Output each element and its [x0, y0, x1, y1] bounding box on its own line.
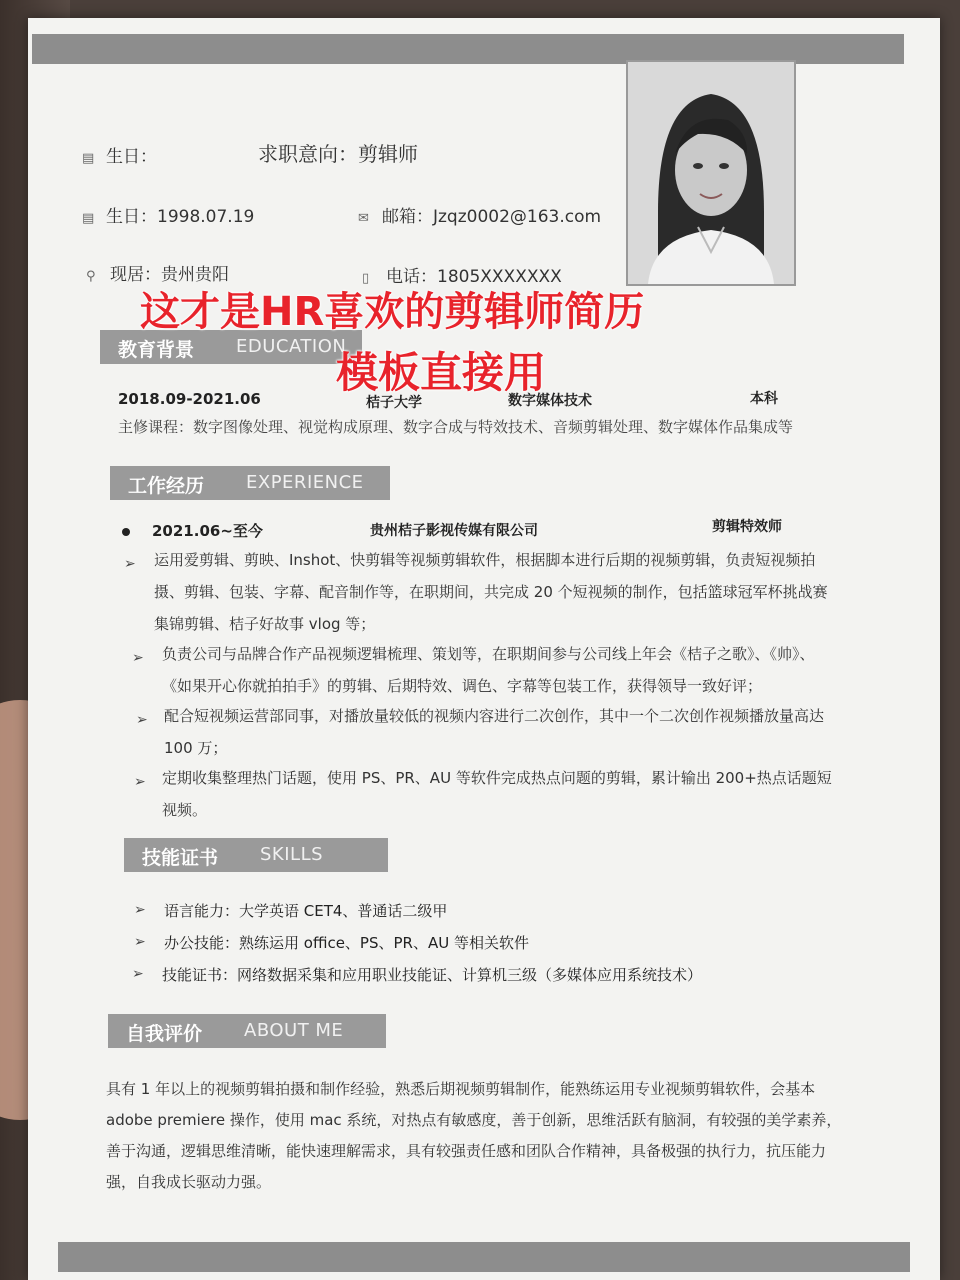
profile-photo: [626, 60, 796, 286]
skill-item-office: 办公技能：熟练运用 office、PS、PR、AU 等相关软件: [164, 934, 529, 952]
arrow-bullet-icon: ➢: [134, 934, 146, 950]
education-major: 数字媒体技术: [508, 393, 592, 409]
bottom-decor-bar: [58, 1242, 910, 1272]
education-school: 桔子大学: [366, 395, 422, 411]
education-degree: 本科: [750, 391, 778, 407]
birthday-row: ▤ 生日：1998.07.19: [82, 207, 255, 227]
job-objective: 求职意向：剪辑师: [258, 142, 418, 166]
section-education-header: 教育背景 EDUCATION: [100, 330, 362, 364]
experience-company: 贵州桔子影视传媒有限公司: [370, 523, 538, 539]
experience-item-3: 配合短视频运营部同事，对播放量较低的视频内容进行二次创作，其中一个二次创作视频播放量高达 100 万；: [164, 707, 825, 757]
experience-role: 剪辑特效师: [712, 519, 782, 535]
overlay-title-line-2: 模板直接用: [336, 348, 547, 397]
section-about-header: 自我评价 ABOUT ME: [108, 1014, 386, 1048]
section-skills-header: 技能证书 SKILLS: [124, 838, 388, 872]
arrow-bullet-icon: ➢: [124, 556, 136, 572]
skill-item-certificate: 技能证书：网络数据采集和应用职业技能证、计算机三级（多媒体应用系统技术）: [162, 966, 703, 984]
calendar-icon: ▤: [82, 151, 95, 166]
portrait-illustration: [628, 62, 794, 284]
location-row: ⚲ 现居：贵州贵阳: [86, 265, 229, 285]
experience-item-1: 运用爱剪辑、剪映、Inshot、快剪辑等视频剪辑软件，根据脚本进行后期的视频剪辑，负责短视频拍 摄、剪辑、包装、字幕、配音制作等，在职期间，共完成 20 个短视频的制作，包括篮球冠军杯挑战赛 集锦剪辑、桔子好故事 vlog 等；: [154, 551, 828, 633]
phone-icon: ▯: [362, 271, 370, 286]
arrow-bullet-icon: ➢: [132, 650, 144, 666]
skill-item-language: 语言能力：大学英语 CET4、普通话二级甲: [164, 902, 448, 920]
section-experience-header: 工作经历 EXPERIENCE: [110, 466, 390, 500]
bullet-dot: [122, 528, 130, 536]
location-pin-icon: ⚲: [86, 269, 96, 284]
mail-icon: ✉: [358, 211, 369, 226]
about-me-text: 具有 1 年以上的视频剪辑拍摄和制作经验，熟悉后期视频剪辑制作，能熟练运用专业视频剪辑软件，会基本 adobe premiere 操作，使用 mac 系统，对热点有敏感度，善于创新，思维活跃有脑洞，有较强的美学素养， 善于沟通，逻辑思维清晰，能快速理解需求，具有较强责任感和团队合作精神，具备极强的执行力，抗压能力 强，自我成长驱动力强。: [106, 1080, 842, 1191]
resume-paper: [28, 18, 940, 1280]
arrow-bullet-icon: ➢: [134, 902, 146, 918]
arrow-bullet-icon: ➢: [136, 712, 148, 728]
birthday-row-1: ▤ 生日：: [82, 147, 157, 167]
email-row: ✉ 邮箱：Jzqz0002@163.com: [358, 207, 602, 227]
experience-item-2: 负责公司与品牌合作产品视频逻辑梳理、策划等，在职期间参与公司线上年会《桔子之歌》、《帅》、 《如果开心你就拍拍手》的剪辑、后期特效、调色、字幕等包装工作，获得领导一致好评；: [162, 645, 815, 695]
phone-row: ▯ 电话：1805XXXXXXX: [362, 267, 562, 287]
experience-period: 2021.06~至今: [152, 522, 263, 540]
overlay-title-line-1: 这才是HR喜欢的剪辑师简历: [140, 289, 645, 335]
education-period: 2018.09-2021.06: [118, 390, 261, 408]
arrow-bullet-icon: ➢: [134, 774, 146, 790]
education-courses: 主修课程：数字图像处理、视觉构成原理、数字合成与特效技术、音频剪辑处理、数字媒体作品集成等: [118, 418, 794, 436]
experience-item-4: 定期收集整理热门话题，使用 PS、PR、AU 等软件完成热点问题的剪辑，累计输出 200+热点话题短 视频。: [162, 769, 832, 819]
arrow-bullet-icon: ➢: [132, 966, 144, 982]
calendar-icon: ▤: [82, 211, 95, 226]
